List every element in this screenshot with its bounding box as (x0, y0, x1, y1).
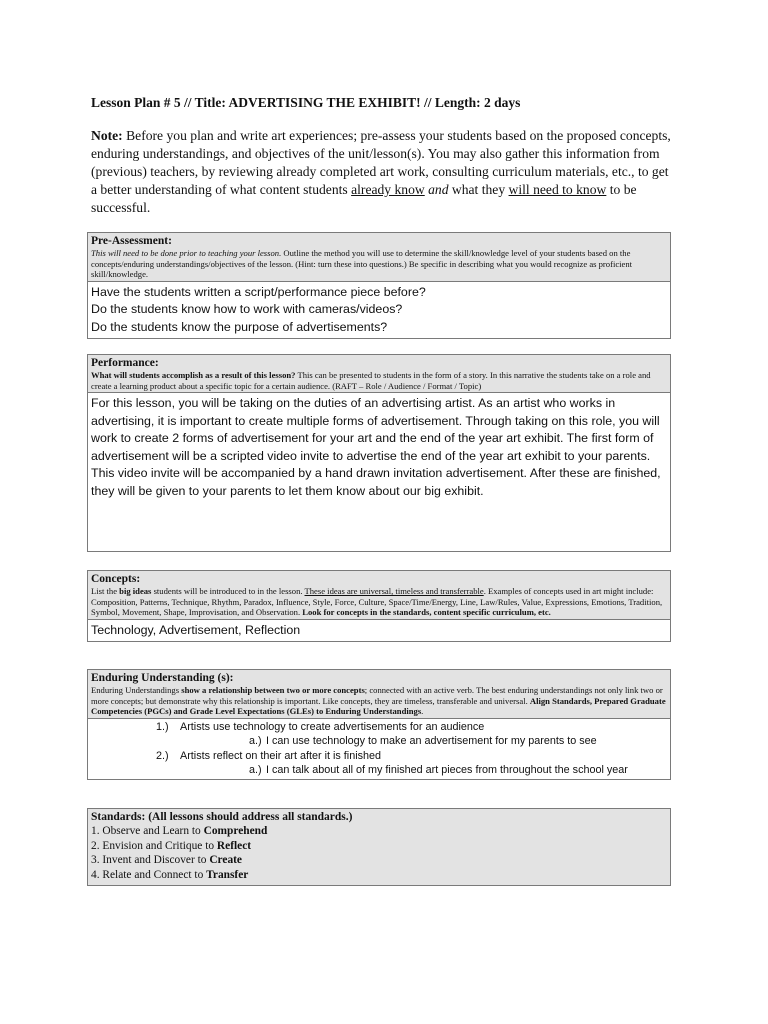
pre-assessment-desc-italic: This will need to be done prior to teaching your lesson. (91, 248, 282, 258)
enduring-understanding-header (88, 670, 670, 719)
eu-desc-bold: show a relationship between two or more concepts (181, 685, 365, 695)
eu-desc-text: Enduring Understandings (91, 685, 182, 695)
list-item (91, 749, 667, 764)
note-paragraph (91, 127, 677, 217)
list-subitem-text: I can talk about all of my finished art pieces from throughout the school year (266, 764, 628, 777)
concepts-desc-text: . Examples of concepts used in art might include: Composition, Patterns, Technique, Rhythm, Paradox, Influence, Style, Force, Culture, Space/Time/Energy, Line, Law/Rules, Value, Expressions, Emotions, Tradition, Symbol, Movement, Shape, Improvisation, and Observation. (91, 586, 663, 618)
eu-desc-text: . (421, 706, 424, 717)
note-underline-need-to-know: will need to know (508, 182, 607, 197)
standard-keyword: Comprehend (203, 825, 268, 837)
list-subnumber: a.) (249, 764, 262, 777)
eu-desc-bold: Align Standards, Prepared Graduate Competencies (PGCs) and Grade Level Expectations (GLEs) to Enduring Understandings (91, 695, 666, 717)
standard-item (91, 839, 667, 854)
concepts-description (91, 586, 667, 618)
standard-keyword: Transfer (206, 868, 249, 881)
list-number: 2.) (156, 749, 169, 762)
concepts-label: Concepts: (91, 573, 141, 585)
standards-section (87, 808, 671, 886)
standards-label: Standards: (All lessons should address all standards.) (91, 811, 353, 823)
standard-text: 3. Invent and Discover to (91, 854, 210, 867)
lesson-title: Lesson Plan # 5 // Title: ADVERTISING THE EXHIBIT! // Length: 2 days (91, 95, 521, 110)
performance-desc-bold: What will students accomplish as a result of this lesson? (91, 370, 296, 380)
performance-description (91, 370, 667, 391)
pre-assessment-body (88, 282, 670, 339)
standard-keyword: Reflect (216, 839, 252, 852)
concepts-desc-bold: Look for concepts in the standards, content specific curriculum, etc. (302, 607, 551, 618)
enduring-understanding-description (91, 685, 667, 717)
pre-assessment-section (87, 232, 671, 339)
pre-assessment-line: Do the students know the purpose of advertisements? (91, 319, 388, 334)
enduring-understanding-section (87, 669, 671, 780)
standard-text: 1. Observe and Learn to (91, 825, 204, 837)
standard-keyword: Create (209, 854, 242, 867)
pre-assessment-description (91, 248, 667, 280)
pre-assessment-line: Do the students know how to work with cameras/videos? (91, 302, 403, 317)
note-text: to be successful. (91, 182, 637, 215)
enduring-understanding-body (88, 719, 670, 779)
pre-assessment-line: Have the students written a script/performance piece before? (91, 284, 426, 299)
pre-assessment-header (88, 233, 670, 282)
concepts-text: Technology, Advertisement, Reflection (91, 622, 301, 637)
note-italic-and: and (428, 182, 449, 197)
note-underline-already-know: already know (351, 182, 425, 197)
concepts-desc-text: students will be introduced to in the lesson. (151, 586, 305, 596)
performance-section (87, 354, 671, 552)
performance-header (88, 355, 670, 393)
note-label: Note: (91, 128, 123, 143)
note-text: Before you plan and write art experiences; pre-assess your students based on the proposed concepts, enduring understandings, and objectives of the unit/lesson(s). You may also gather this information from (previous) teachers, by reviewing already completed art work, consulting curriculum materials, etc., to get a better understanding of what content students (91, 128, 671, 197)
list-item-text: Artists reflect on their art after it is finished (180, 749, 382, 762)
standard-item (91, 868, 667, 883)
concepts-desc-text: List the (91, 586, 120, 596)
pre-assessment-desc-text: Outline the method you will use to determine the skill/knowledge level of your students based on the concepts/enduring understandings/objectives of the lesson. (Hint: turn these into questions.) Be specific in describing what you would recognize as proficient skill/knowledge. (91, 248, 633, 280)
concepts-body (88, 620, 670, 642)
list-number: 1.) (156, 720, 169, 733)
enduring-understanding-label: Enduring Understanding (s): (91, 672, 234, 684)
list-subnumber: a.) (249, 735, 262, 748)
standard-item (91, 853, 667, 868)
standard-item (91, 824, 667, 839)
performance-label: Performance: (91, 357, 159, 369)
standard-text: 2. Envision and Critique to (91, 839, 217, 852)
pre-assessment-label: Pre-Assessment: (91, 235, 172, 247)
list-item (91, 720, 667, 735)
concepts-section (87, 570, 671, 642)
list-item-text: Artists use technology to create advertisements for an audience (180, 720, 485, 733)
performance-text: For this lesson, you will be taking on the duties of an advertising artist. As an artist who works in advertising, it is important to create multiple forms of advertisement. Through taking on this role, you will work to create 2 forms of advertisement for your art and the end of the year art exhibit. The first form of advertisement will be a scripted video invite to advertise the end of the year art exhibit to your parents. This video invite will be accompanied by a hand drawn invitation advertisement. After these are finished, they will be given to your parents to let them know about our big exhibit. (91, 396, 661, 498)
concepts-desc-underline: These ideas are universal, timeless and transferrable (304, 586, 484, 596)
list-subitem (91, 734, 667, 749)
list-subitem (91, 763, 667, 778)
standards-body (88, 809, 670, 885)
concepts-desc-bold: big ideas (119, 586, 152, 596)
eu-desc-text: ; connected with an active verb. The best enduring understandings not only link two or more concepts; but demonstrate why this relationship is important. Like concepts, they are timeless, transferable and universal. (91, 685, 663, 706)
performance-body (88, 393, 670, 502)
note-text: what they (448, 182, 509, 197)
list-subitem-text: I can use technology to make an advertisement for my parents to see (266, 735, 597, 748)
performance-desc-text: This can be presented to students in the form of a story. In this narrative the students take on a role and create a learning product about a specific topic for a certain audience. (RAFT – Role / Audience / Format / Topic) (91, 370, 651, 391)
concepts-header (88, 571, 670, 620)
standard-text: 4. Relate and Connect to (91, 868, 207, 881)
